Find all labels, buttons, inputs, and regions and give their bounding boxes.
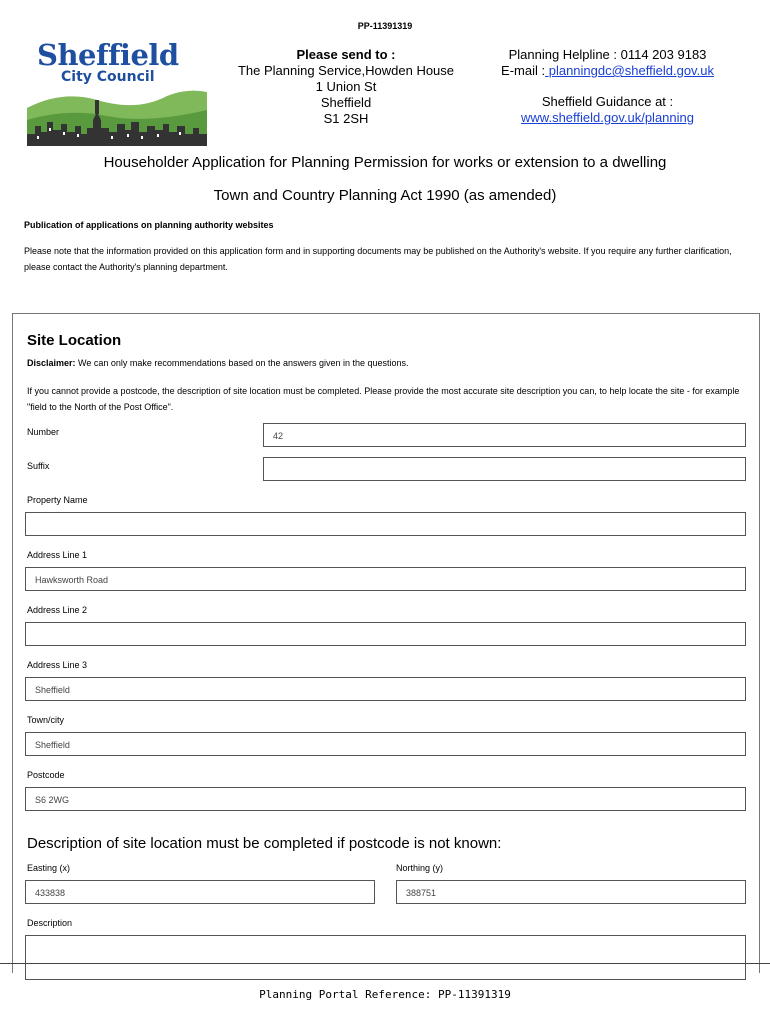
form-title: Householder Application for Planning Permission for works or extension to a dwelling [103,154,667,171]
send-to-heading: Please send to : [296,47,396,62]
city-skyline-icon [27,86,207,146]
no-postcode-heading: Description of site location must be completed if postcode is not known: [27,835,502,852]
contact-info [480,47,735,126]
description-label: Description [27,918,73,928]
publication-text: Please note that the information provided on this application form and in supporting documents may be published on the Authority's website. If you require any further clarification, please contact the Authority's planning department. [24,246,732,272]
northing-label: Northing (y) [396,863,444,873]
town-label: Town/city [27,715,65,725]
postcode-hint: If you cannot provide a postcode, the description of site location must be completed. Please provide the most accurate site description you can, to help locate the site - for example "field to the North of the Post Office". [27,386,740,412]
logo-subtitle: City Council [61,69,155,85]
disclaimer-label: Disclaimer: [27,358,76,368]
property-name-field[interactable] [25,512,746,536]
postcode-field[interactable]: S6 2WG [25,787,746,811]
number-label: Number [27,427,60,437]
footer-reference: Planning Portal Reference: PP-11391319 [259,988,511,1001]
disclaimer [27,358,409,368]
number-field[interactable]: 42 [263,423,746,447]
logo-title: Sheffield [37,38,179,72]
town-field[interactable]: Sheffield [25,732,746,756]
site-location-section [12,313,760,973]
property-name-label: Property Name [27,495,88,505]
guidance-label: Sheffield Guidance at : [541,94,674,109]
guidance-link[interactable]: www.sheffield.gov.uk/planning [521,110,694,125]
send-to-address [218,47,474,127]
helpline-text: Planning Helpline : 0114 203 9183 [508,47,707,62]
section-title: Site Location [27,332,122,349]
publication-heading: Publication of applications on planning authority websites [24,220,274,230]
address-line-3-label: Address Line 3 [27,660,88,670]
description-field[interactable] [25,935,746,980]
email-row [480,63,735,79]
address-line-2-label: Address Line 2 [27,605,88,615]
act-title: Town and Country Planning Act 1990 (as amended) [213,187,557,204]
easting-label: Easting (x) [27,863,71,873]
address-line-1-label: Address Line 1 [27,550,88,560]
postcode-label: Postcode [27,770,65,780]
address-line: 1 Union St [315,79,377,94]
address-line-1-field[interactable]: Hawksworth Road [25,567,746,591]
email-link[interactable]: planningdc@sheffield.gov.uk [545,63,714,78]
address-line: S1 2SH [323,111,369,126]
council-logo [27,38,207,148]
address-line: Sheffield [320,95,372,110]
address-line-2-field[interactable] [25,622,746,646]
address-line-3-field[interactable]: Sheffield [25,677,746,701]
suffix-field[interactable] [263,457,746,481]
page-divider [0,963,770,964]
suffix-label: Suffix [27,461,50,471]
reference-number: PP-11391319 [357,21,413,31]
northing-field[interactable]: 388751 [396,880,746,904]
disclaimer-text: We can only make recommendations based on the answers given in the questions. [75,358,409,368]
address-line: The Planning Service,Howden House [237,63,455,78]
easting-field[interactable]: 433838 [25,880,375,904]
email-label: E-mail : [501,63,546,78]
